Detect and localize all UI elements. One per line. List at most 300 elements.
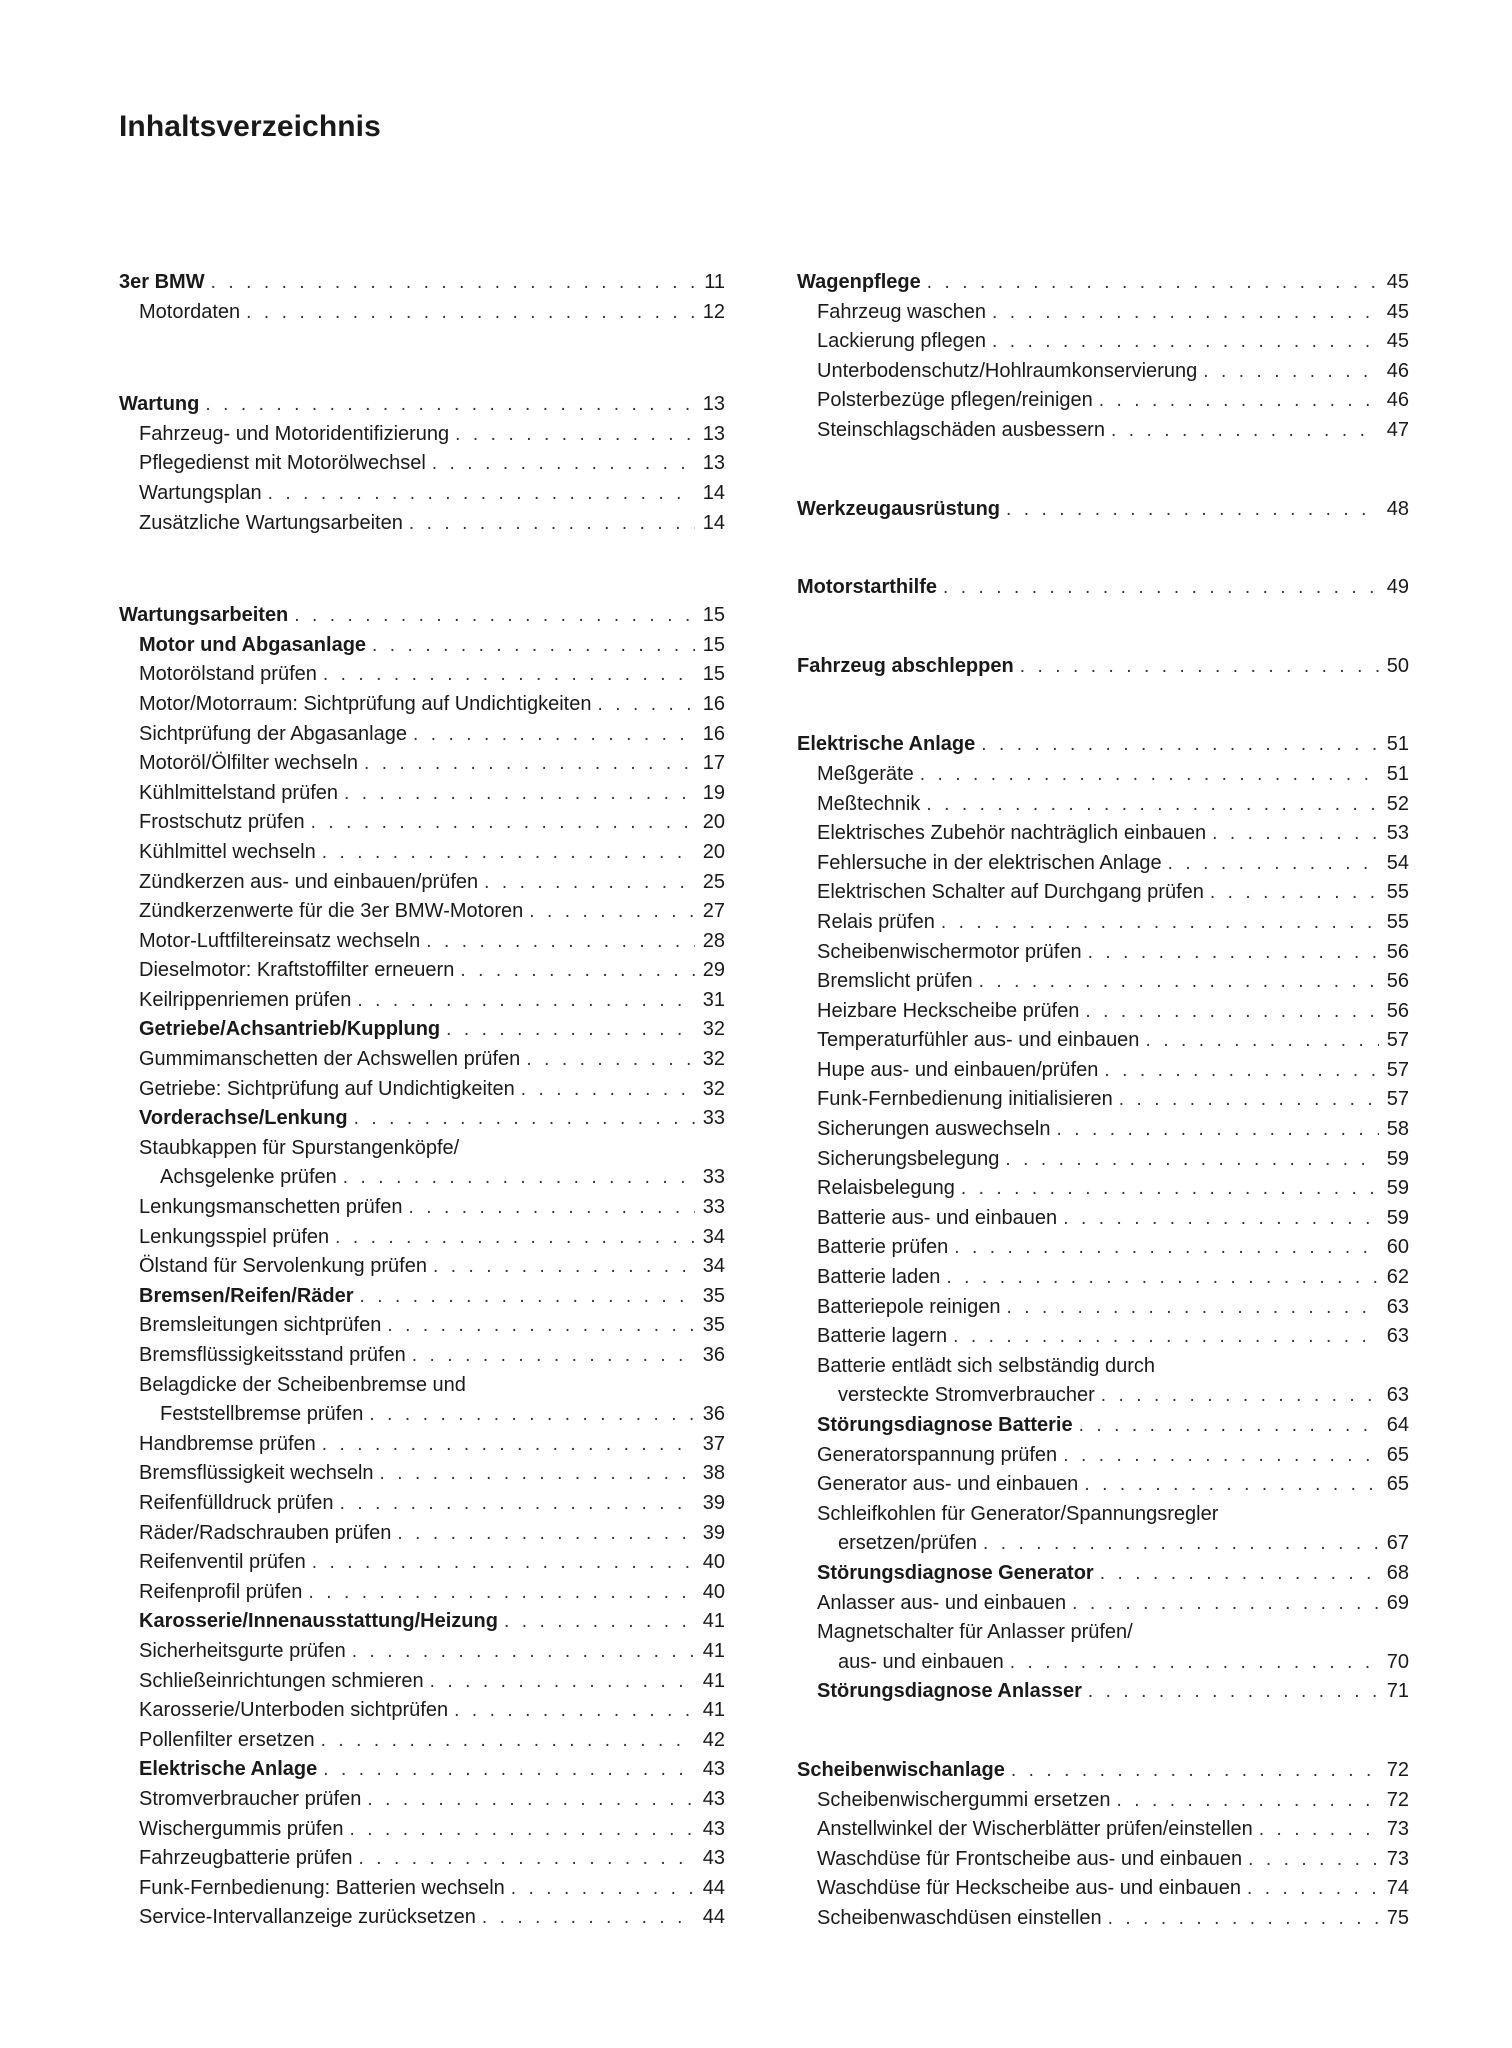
toc-entry-title: Getriebe/Achsantrieb/Kupplung — [139, 1018, 441, 1041]
toc-entry-title: Pflegedienst mit Motorölwechsel — [139, 452, 426, 475]
toc-entry[interactable] — [797, 357, 1409, 387]
toc-entry[interactable] — [119, 1785, 725, 1815]
dot-leader — [335, 1223, 695, 1253]
toc-section — [797, 1756, 1409, 1934]
toc-page-number: 11 — [704, 271, 725, 293]
toc-entry[interactable] — [119, 1578, 725, 1608]
toc-page-number: 41 — [702, 1639, 725, 1662]
toc-entry[interactable] — [797, 790, 1409, 820]
dot-leader — [364, 749, 695, 779]
toc-entry-title: Fahrzeug waschen — [817, 300, 986, 323]
toc-entry-title: Batterie lagern — [817, 1325, 948, 1348]
dot-leader — [1104, 1056, 1379, 1086]
dot-leader — [1212, 819, 1379, 849]
dot-leader — [372, 631, 695, 661]
dot-leader — [1011, 1756, 1379, 1786]
dot-leader — [322, 838, 695, 868]
dot-leader — [360, 1282, 695, 1312]
toc-page-number: 29 — [702, 959, 725, 982]
toc-entry[interactable] — [119, 1459, 725, 1489]
toc-entry-title: Elektrischen Schalter auf Durchgang prüfen — [817, 881, 1204, 904]
toc-entry-title: Wartungsarbeiten — [119, 604, 289, 627]
toc-entry[interactable] — [797, 938, 1409, 968]
dot-leader — [322, 1430, 695, 1460]
toc-entry[interactable] — [797, 1322, 1409, 1352]
toc-page-number: 46 — [1386, 389, 1409, 412]
dot-leader — [482, 1903, 695, 1933]
toc-entry-title: Service-Intervallanzeige zurücksetzen — [139, 1906, 476, 1929]
toc-entry[interactable] — [797, 1115, 1409, 1145]
toc-entry[interactable] — [119, 1045, 725, 1075]
toc-left-column — [119, 268, 725, 1933]
toc-page-number: 36 — [702, 1403, 725, 1426]
toc-entry[interactable] — [797, 1233, 1409, 1263]
toc-entry[interactable] — [797, 1263, 1409, 1293]
toc-entry[interactable] — [119, 779, 725, 809]
toc-entry-title: Funk-Fernbedienung initialisieren — [817, 1088, 1113, 1111]
dot-leader — [979, 967, 1379, 997]
dot-leader — [268, 479, 695, 509]
toc-page-number: 51 — [1386, 733, 1409, 756]
toc-entry[interactable] — [119, 868, 725, 898]
toc-entry-title: Bremsen/Reifen/Räder — [139, 1284, 354, 1307]
toc-entry[interactable] — [797, 416, 1409, 446]
toc-entry[interactable] — [119, 298, 725, 328]
toc-page-number: 15 — [702, 663, 725, 686]
toc-page-number: 62 — [1386, 1266, 1409, 1289]
toc-entry-title: Feststellbremse prüfen — [160, 1403, 364, 1426]
toc-entry[interactable] — [797, 1904, 1409, 1934]
toc-entry[interactable] — [119, 449, 725, 479]
dot-leader — [358, 1844, 695, 1874]
toc-entry[interactable] — [797, 1026, 1409, 1056]
dot-leader — [1005, 1145, 1379, 1175]
toc-entry-title: Motorölstand prüfen — [139, 663, 317, 686]
toc-page-number: 53 — [1386, 822, 1409, 845]
dot-leader — [1084, 1470, 1379, 1500]
toc-entry[interactable] — [119, 1223, 725, 1253]
toc-entry-title: Unterbodenschutz/Hohlraumkonservierung — [817, 359, 1198, 382]
toc-page-number: 49 — [1386, 576, 1409, 599]
toc-entry-title: Funk-Fernbedienung: Batterien wechseln — [139, 1876, 505, 1899]
toc-entry[interactable] — [119, 1874, 725, 1904]
toc-entry-title: Anstellwinkel der Wischerblätter prüfen/einstellen — [817, 1818, 1253, 1841]
toc-page-number: 50 — [1386, 654, 1409, 677]
toc-entry-title: Wartung — [119, 393, 200, 416]
toc-entry-title: Pollenfilter ersetzen — [139, 1728, 315, 1751]
toc-entry[interactable] — [119, 1252, 725, 1282]
toc-entry-title: Lenkungsspiel prüfen — [139, 1225, 330, 1248]
toc-entry-title: Batterie aus- und einbauen — [817, 1206, 1058, 1229]
toc-page-number: 68 — [1386, 1561, 1409, 1584]
dot-leader — [294, 601, 695, 631]
toc-entry[interactable] — [119, 660, 725, 690]
toc-page-number: 45 — [1386, 271, 1409, 293]
toc-entry[interactable] — [119, 956, 725, 986]
toc-page-number: 12 — [702, 300, 725, 323]
dot-leader — [1063, 1204, 1379, 1234]
toc-section — [797, 652, 1409, 682]
toc-entry-title: Fehlersuche in der elektrischen Anlage — [817, 851, 1162, 874]
toc-entry[interactable] — [119, 1755, 725, 1785]
toc-entry[interactable] — [119, 1519, 725, 1549]
toc-entry-title: Elektrisches Zubehör nachträglich einbauen — [817, 822, 1207, 845]
toc-entry[interactable] — [119, 897, 725, 927]
toc-entry-title: Sicherungen auswechseln — [817, 1118, 1051, 1141]
toc-page-number: 63 — [1386, 1325, 1409, 1348]
toc-page-number: 39 — [702, 1521, 725, 1544]
dot-leader — [409, 509, 695, 539]
toc-chapter-entry[interactable] — [797, 652, 1409, 682]
toc-entry-title: Zündkerzen aus- und einbauen/prüfen — [139, 870, 479, 893]
toc-entry[interactable] — [797, 1500, 1409, 1530]
toc-entry-title: ersetzen/prüfen — [838, 1532, 977, 1555]
toc-page-number: 14 — [702, 481, 725, 504]
toc-entry[interactable] — [797, 997, 1409, 1027]
toc-section — [797, 573, 1409, 603]
toc-right-column — [797, 268, 1409, 1934]
toc-entry-title: Werkzeugausrüstung — [797, 497, 1000, 520]
toc-entry-title: Sicherheitsgurte prüfen — [139, 1639, 346, 1662]
toc-page-number: 32 — [702, 1018, 725, 1041]
dot-leader — [205, 390, 695, 420]
toc-entry-title: Motor-Luftfiltereinsatz wechseln — [139, 929, 421, 952]
toc-page-number: 27 — [702, 900, 725, 923]
dot-leader — [526, 1045, 695, 1075]
toc-entry-title: Scheibenwischermotor prüfen — [817, 940, 1082, 963]
toc-entry-title: Heizbare Heckscheibe prüfen — [817, 999, 1080, 1022]
toc-entry[interactable] — [797, 1786, 1409, 1816]
dot-leader — [397, 1519, 695, 1549]
toc-entry[interactable] — [119, 1371, 725, 1401]
toc-entry[interactable] — [119, 509, 725, 539]
dot-leader — [992, 327, 1379, 357]
toc-page-number: 37 — [702, 1432, 725, 1455]
toc-entry-title: Karosserie/Innenausstattung/Heizung — [139, 1610, 498, 1633]
toc-entry-title: Ölstand für Servolenkung prüfen — [139, 1255, 427, 1278]
toc-entry[interactable] — [119, 1400, 725, 1430]
toc-entry-title: Waschdüse für Frontscheibe aus- und einbauen — [817, 1847, 1243, 1870]
dot-leader — [308, 1578, 695, 1608]
dot-leader — [430, 1667, 695, 1697]
toc-entry-title: Reifenprofil prüfen — [139, 1580, 303, 1603]
toc-entry-title: Lackierung pflegen — [817, 330, 987, 353]
dot-leader — [1079, 1411, 1379, 1441]
toc-entry[interactable] — [119, 1903, 725, 1933]
dot-leader — [357, 986, 695, 1016]
toc-entry[interactable] — [797, 1470, 1409, 1500]
dot-leader — [920, 760, 1379, 790]
toc-page-number: 25 — [702, 870, 725, 893]
toc-entry[interactable] — [119, 986, 725, 1016]
toc-section — [119, 601, 725, 1933]
toc-entry-title: Staubkappen für Spurstangenköpfe/ — [139, 1136, 460, 1159]
toc-page-number: 44 — [702, 1876, 725, 1899]
toc-section — [797, 495, 1409, 525]
toc-entry[interactable] — [119, 1637, 725, 1667]
toc-entry[interactable] — [119, 1607, 725, 1637]
toc-entry[interactable] — [797, 386, 1409, 416]
toc-entry[interactable] — [119, 1667, 725, 1697]
toc-page-number: 38 — [702, 1462, 725, 1485]
toc-entry[interactable] — [797, 1145, 1409, 1175]
dot-leader — [1108, 1904, 1379, 1934]
toc-page-number: 65 — [1386, 1473, 1409, 1496]
toc-page-number: 59 — [1386, 1206, 1409, 1229]
toc-entry-title: Störungsdiagnose Anlasser — [817, 1680, 1082, 1703]
toc-entry[interactable] — [797, 1293, 1409, 1323]
dot-leader — [354, 1104, 695, 1134]
toc-page-number: 58 — [1386, 1118, 1409, 1141]
dot-leader — [597, 690, 695, 720]
dot-leader — [1247, 1874, 1379, 1904]
toc-page-number: 20 — [702, 840, 725, 863]
toc-page-number: 64 — [1386, 1414, 1409, 1436]
toc-section — [797, 730, 1409, 1707]
toc-entry-title: Sichtprüfung der Abgasanlage — [139, 722, 407, 745]
toc-chapter-entry[interactable] — [797, 268, 1409, 298]
toc-page-number: 63 — [1386, 1384, 1409, 1407]
dot-leader — [380, 1459, 695, 1489]
dot-leader — [484, 868, 695, 898]
toc-chapter-entry[interactable] — [797, 573, 1409, 603]
toc-entry[interactable] — [119, 808, 725, 838]
toc-entry-title: Generatorspannung prüfen — [817, 1443, 1058, 1466]
dot-leader — [504, 1607, 695, 1637]
toc-chapter-entry[interactable] — [119, 601, 725, 631]
toc-entry[interactable] — [797, 1589, 1409, 1619]
toc-page-number: 52 — [1386, 792, 1409, 815]
toc-entry-title: Kühlmittel wechseln — [139, 840, 316, 863]
toc-entry[interactable] — [797, 1381, 1409, 1411]
toc-entry[interactable] — [797, 878, 1409, 908]
toc-page-number: 75 — [1386, 1906, 1409, 1929]
toc-entry-title: Motor und Abgasanlage — [139, 633, 367, 656]
toc-entry[interactable] — [797, 1874, 1409, 1904]
dot-leader — [1020, 652, 1379, 682]
toc-page-number: 40 — [702, 1551, 725, 1574]
toc-page-number: 65 — [1386, 1443, 1409, 1466]
toc-entry-title: Steinschlagschäden ausbessern — [817, 418, 1105, 441]
toc-entry[interactable] — [797, 908, 1409, 938]
toc-entry[interactable] — [119, 1696, 725, 1726]
toc-page-number: 73 — [1386, 1847, 1409, 1870]
toc-entry[interactable] — [797, 1352, 1409, 1382]
dot-leader — [1006, 1293, 1379, 1323]
toc-entry[interactable] — [797, 819, 1409, 849]
toc-entry[interactable] — [797, 1648, 1409, 1678]
toc-entry-title: Scheibenwischanlage — [797, 1758, 1005, 1781]
dot-leader — [1248, 1845, 1379, 1875]
toc-entry[interactable] — [119, 1134, 725, 1164]
toc-entry[interactable] — [119, 927, 725, 957]
toc-entry[interactable] — [119, 749, 725, 779]
toc-page-number: 41 — [702, 1699, 725, 1722]
toc-entry[interactable] — [119, 1193, 725, 1223]
toc-entry-title: Fahrzeug- und Motoridentifizierung — [139, 422, 450, 445]
toc-entry[interactable] — [119, 1844, 725, 1874]
toc-entry-title: Reifenfülldruck prüfen — [139, 1491, 334, 1514]
toc-entry-title: Fahrzeug abschleppen — [797, 654, 1014, 677]
toc-chapter-entry[interactable] — [119, 268, 725, 298]
toc-entry-title: Bremslicht prüfen — [817, 970, 973, 993]
toc-entry[interactable] — [119, 479, 725, 509]
dot-leader — [521, 1075, 695, 1105]
dot-leader — [446, 1015, 695, 1045]
toc-entry[interactable] — [119, 1815, 725, 1845]
toc-page-number: 40 — [702, 1580, 725, 1603]
toc-page-number: 32 — [702, 1077, 725, 1100]
toc-page-number: 56 — [1386, 940, 1409, 963]
dot-leader — [433, 1252, 695, 1282]
toc-entry-title: Belagdicke der Scheibenbremse und — [139, 1373, 466, 1396]
dot-leader — [412, 1341, 695, 1371]
dot-leader — [352, 1637, 695, 1667]
toc-page-number: 56 — [1386, 970, 1409, 993]
toc-entry-title: Batterie entlädt sich selbständig durch — [817, 1354, 1155, 1377]
toc-entry[interactable] — [119, 1075, 725, 1105]
toc-entry-title: Schleifkohlen für Generator/Spannungsregler — [817, 1502, 1219, 1525]
toc-entry[interactable] — [119, 1282, 725, 1312]
toc-entry-title: Zusätzliche Wartungsarbeiten — [139, 511, 403, 534]
toc-entry-title: Meßtechnik — [817, 792, 921, 815]
dot-leader — [943, 573, 1379, 603]
toc-page-number: 43 — [702, 1787, 725, 1810]
toc-entry-title: Vorderachse/Lenkung — [139, 1107, 348, 1130]
toc-entry-title: Dieselmotor: Kraftstoffilter erneuern — [139, 959, 455, 982]
toc-chapter-entry[interactable] — [797, 495, 1409, 525]
toc-entry[interactable] — [119, 420, 725, 450]
toc-entry[interactable] — [119, 1311, 725, 1341]
toc-entry[interactable] — [797, 1815, 1409, 1845]
toc-page-number: 36 — [702, 1344, 725, 1366]
toc-page-number: 28 — [702, 929, 725, 952]
toc-entry[interactable] — [119, 1104, 725, 1134]
toc-entry[interactable] — [119, 1430, 725, 1460]
toc-entry[interactable] — [119, 720, 725, 750]
toc-entry-title: Gummimanschetten der Achswellen prüfen — [139, 1048, 521, 1071]
toc-page-number: 32 — [702, 1048, 725, 1071]
dot-leader — [511, 1874, 695, 1904]
dot-leader — [992, 298, 1379, 328]
toc-page-number: 13 — [702, 452, 725, 475]
toc-page-number: 16 — [702, 722, 725, 745]
toc-page-number: 72 — [1386, 1758, 1409, 1781]
toc-page-number: 45 — [1386, 300, 1409, 323]
toc-entry[interactable] — [797, 327, 1409, 357]
toc-entry[interactable] — [797, 298, 1409, 328]
toc-entry[interactable] — [119, 1341, 725, 1371]
toc-page-number: 15 — [702, 633, 725, 656]
dot-leader — [1101, 1381, 1379, 1411]
toc-entry[interactable] — [797, 1845, 1409, 1875]
toc-chapter-entry[interactable] — [797, 1756, 1409, 1786]
dot-leader — [941, 908, 1379, 938]
toc-entry-title: Zündkerzenwerte für die 3er BMW-Motoren — [139, 900, 524, 923]
toc-entry-title: Elektrische Anlage — [139, 1758, 318, 1781]
toc-entry-title: Relais prüfen — [817, 910, 935, 933]
toc-page-number: 41 — [702, 1610, 725, 1633]
toc-entry-title: Anlasser aus- und einbauen — [817, 1591, 1067, 1614]
toc-page-number: 56 — [1386, 999, 1409, 1022]
toc-entry-title: Magnetschalter für Anlasser prüfen/ — [817, 1621, 1133, 1644]
toc-entry[interactable] — [797, 1441, 1409, 1471]
toc-entry[interactable] — [797, 1085, 1409, 1115]
toc-entry[interactable] — [797, 1174, 1409, 1204]
toc-entry[interactable] — [797, 1618, 1409, 1648]
toc-entry-title: Sicherungsbelegung — [817, 1147, 1000, 1170]
toc-page-number: 67 — [1386, 1532, 1409, 1555]
toc-page-number: 43 — [702, 1758, 725, 1781]
toc-entry[interactable] — [119, 1015, 725, 1045]
toc-entry[interactable] — [797, 1529, 1409, 1559]
toc-page-number: 60 — [1386, 1236, 1409, 1259]
dot-leader — [1088, 938, 1379, 968]
toc-entry-title: Störungsdiagnose Batterie — [817, 1414, 1073, 1436]
dot-leader — [1168, 849, 1379, 879]
toc-entry[interactable] — [119, 1726, 725, 1756]
toc-entry[interactable] — [797, 1204, 1409, 1234]
toc-entry-title: Temperaturfühler aus- und einbauen — [817, 1029, 1140, 1052]
toc-entry[interactable] — [797, 1411, 1409, 1441]
dot-leader — [344, 779, 695, 809]
toc-entry-title: Motor/Motorraum: Sichtprüfung auf Undichtigkeiten — [139, 692, 592, 715]
toc-page-number: 44 — [702, 1906, 725, 1929]
toc-entry[interactable] — [797, 1056, 1409, 1086]
toc-entry-title: Stromverbraucher prüfen — [139, 1787, 362, 1810]
toc-page-number: 45 — [1386, 330, 1409, 353]
toc-entry[interactable] — [119, 631, 725, 661]
dot-leader — [1010, 1648, 1379, 1678]
toc-page-number: 48 — [1386, 497, 1409, 520]
toc-entry[interactable] — [119, 690, 725, 720]
dot-leader — [246, 298, 695, 328]
toc-entry[interactable] — [797, 1559, 1409, 1589]
toc-page-number: 43 — [702, 1817, 725, 1840]
toc-page-number: 73 — [1386, 1818, 1409, 1841]
toc-entry[interactable] — [797, 849, 1409, 879]
toc-page-number: 20 — [702, 811, 725, 834]
toc-chapter-entry[interactable] — [797, 730, 1409, 760]
toc-entry[interactable] — [119, 1489, 725, 1519]
dot-leader — [1100, 1559, 1379, 1589]
dot-leader — [321, 1726, 695, 1756]
dot-leader — [927, 268, 1379, 298]
toc-entry[interactable] — [119, 1548, 725, 1578]
toc-entry-title: Räder/Radschrauben prüfen — [139, 1521, 392, 1544]
toc-entry[interactable] — [119, 1163, 725, 1193]
toc-page-number: 47 — [1386, 418, 1409, 441]
toc-page-number: 59 — [1386, 1177, 1409, 1200]
toc-chapter-entry[interactable] — [119, 390, 725, 420]
toc-entry-title: Waschdüse für Heckscheibe aus- und einbauen — [817, 1877, 1241, 1900]
toc-entry-title: Batteriepole reinigen — [817, 1295, 1001, 1318]
toc-entry[interactable] — [797, 967, 1409, 997]
toc-section — [119, 390, 725, 538]
toc-page-number: 63 — [1386, 1295, 1409, 1318]
toc-section — [797, 268, 1409, 446]
dot-leader — [1259, 1815, 1379, 1845]
toc-entry[interactable] — [797, 1677, 1409, 1707]
toc-entry[interactable] — [119, 838, 725, 868]
toc-entry-title: Bremsflüssigkeitsstand prüfen — [139, 1344, 406, 1366]
dot-leader — [954, 1233, 1379, 1263]
toc-entry-title: Keilrippenriemen prüfen — [139, 988, 352, 1011]
dot-leader — [1063, 1441, 1379, 1471]
toc-entry[interactable] — [797, 760, 1409, 790]
dot-leader — [1085, 997, 1379, 1027]
dot-leader — [369, 1400, 695, 1430]
